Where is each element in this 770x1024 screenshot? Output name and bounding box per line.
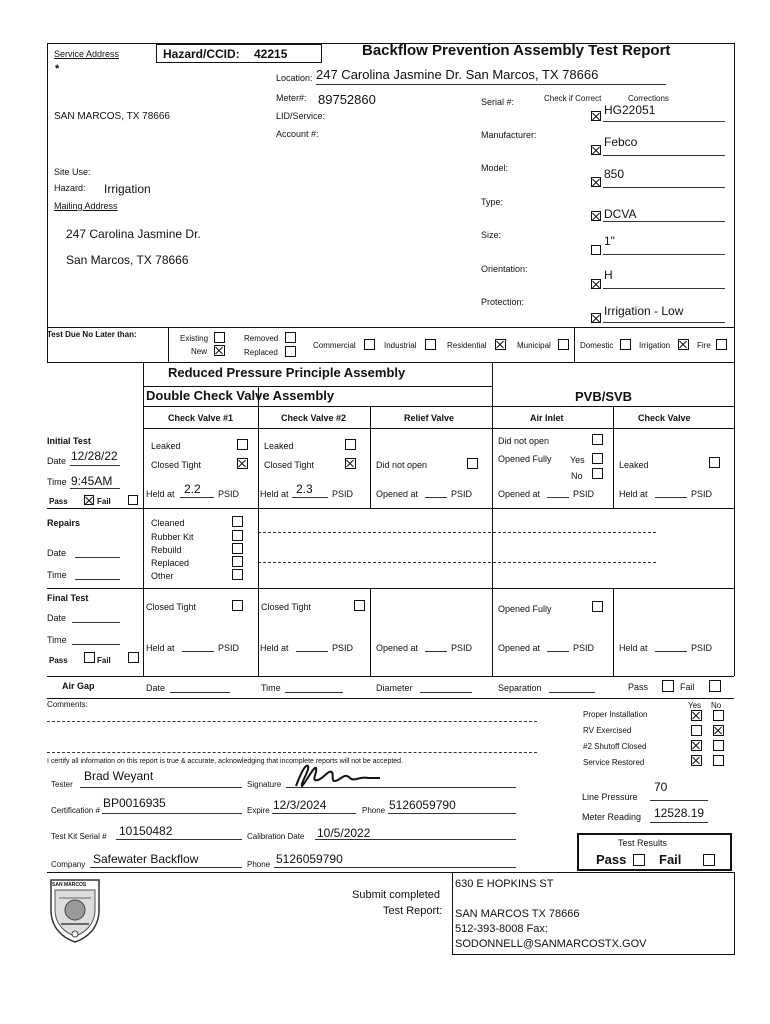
repair-replaced-checkbox[interactable] [232, 556, 243, 567]
manufacturer-value: Febco [604, 135, 638, 149]
repair-rebuild-checkbox[interactable] [232, 543, 243, 554]
test-kit-serial-label: Test Kit Serial # [51, 832, 107, 841]
air-psid-unit: PSID [573, 489, 595, 499]
final-cv1-closed-tight-checkbox[interactable] [232, 600, 243, 611]
air-gap-diameter-label: Diameter [376, 683, 413, 693]
account-label: Account #: [276, 129, 319, 139]
industrial-checkbox[interactable] [425, 339, 436, 350]
air-gap-date-label: Date [146, 683, 166, 693]
expire-value: 12/3/2024 [273, 798, 327, 812]
manufacturer-label: Manufacturer: [481, 130, 537, 140]
removed-label: Removed [244, 334, 279, 343]
final-test-label: Final Test [47, 593, 89, 603]
meter-reading-label: Meter Reading [582, 812, 642, 822]
new-checkbox[interactable] [214, 345, 225, 356]
repair-cleaned-checkbox[interactable] [232, 516, 243, 527]
serial-label: Serial #: [481, 97, 515, 107]
company-phone-label: Phone [247, 860, 271, 869]
final-relief-psid-unit: PSID [451, 643, 473, 653]
air-no-label: No [571, 471, 583, 481]
model-label: Model: [481, 163, 509, 173]
fire-checkbox[interactable] [716, 339, 727, 350]
hazard2-label: Hazard: [54, 183, 86, 193]
air-opened-at-label: Opened at [498, 489, 541, 499]
seal-text: SAN MARCOS [52, 882, 87, 888]
final-cv2-closed-tight-checkbox[interactable] [354, 600, 365, 611]
final-cv2-held-at-label: Held at [260, 643, 289, 653]
mailing-line1: 247 Carolina Jasmine Dr. [66, 227, 201, 241]
service-city: SAN MARCOS, TX 78666 [54, 111, 170, 122]
meter-value: 89752860 [318, 92, 376, 107]
repair-replaced-label: Replaced [151, 558, 190, 568]
report-title: Backflow Prevention Assembly Test Report [362, 42, 671, 59]
final-pass-checkbox[interactable] [84, 652, 95, 663]
fire-label: Fire [697, 341, 711, 350]
final-air-opened-fully-checkbox[interactable] [592, 601, 603, 612]
initial-pass-label: Pass [49, 497, 68, 506]
air-no-checkbox[interactable] [592, 468, 603, 479]
municipal-label: Municipal [517, 341, 551, 350]
cv1-closed-tight-label: Closed Tight [151, 460, 202, 470]
type-label: Type: [481, 197, 504, 207]
tester-value: Brad Weyant [84, 769, 154, 783]
initial-time-label: Time [47, 477, 67, 487]
initial-pass-checkbox[interactable] [84, 495, 94, 505]
col-air-inlet: Air Inlet [530, 413, 564, 423]
final-air-psid-unit: PSID [573, 643, 595, 653]
cv2-closed-tight-label: Closed Tight [264, 460, 315, 470]
checks-no-header: No [711, 701, 722, 710]
expire-label: Expire [247, 806, 270, 815]
final-date-label: Date [47, 613, 67, 623]
mailing-line2: San Marcos, TX 78666 [66, 253, 189, 267]
manufacturer-correct-checkbox[interactable] [591, 145, 601, 155]
orientation-correct-checkbox[interactable] [591, 279, 601, 289]
test-kit-serial-value: 10150482 [119, 824, 173, 838]
cv1-leaked-label: Leaked [151, 441, 181, 451]
relief-psid-unit: PSID [451, 489, 473, 499]
proper-installation-no-checkbox[interactable] [713, 710, 724, 721]
col-check-valve-2: Check Valve #2 [281, 413, 347, 423]
air-gap-pass-checkbox[interactable] [662, 680, 674, 692]
form-left-border [47, 43, 48, 327]
air-gap-pass-label: Pass [628, 682, 649, 692]
meter-reading-value: 12528.19 [654, 806, 705, 820]
initial-date-label: Date [47, 456, 67, 466]
pvb-cv-held-at-label: Held at [619, 489, 648, 499]
replaced-checkbox[interactable] [285, 346, 296, 357]
new-label: New [191, 347, 208, 356]
line-pressure-label: Line Pressure [582, 792, 638, 802]
municipal-checkbox[interactable] [558, 339, 569, 350]
repairs-time-label: Time [47, 570, 67, 580]
cv1-held-at-label: Held at [146, 489, 175, 499]
hazard-label: Hazard/CCID: [163, 47, 240, 61]
initial-fail-label: Fail [97, 497, 111, 506]
cv2-psid-unit: PSID [332, 489, 354, 499]
replaced-label: Replaced [244, 348, 278, 357]
rpa-heading: Reduced Pressure Principle Assembly [168, 365, 406, 380]
checks-yes-header: Yes [688, 701, 702, 710]
cv1-leaked-checkbox[interactable] [237, 439, 248, 450]
protection-value: Irrigation - Low [604, 304, 684, 318]
irrigation-label: Irrigation [639, 341, 671, 350]
certification-value: BP0016935 [103, 796, 166, 810]
calibration-date-value: 10/5/2022 [317, 826, 371, 840]
submit-address-line3: 512-393-8008 Fax: [455, 923, 548, 935]
serial-correct-checkbox[interactable] [591, 111, 601, 121]
model-correct-checkbox[interactable] [591, 177, 601, 187]
hazard2-value: Irrigation [104, 182, 151, 196]
col-check-valve: Check Valve [638, 413, 691, 423]
air-did-not-open-label: Did not open [498, 436, 550, 446]
test-due-label: Test Due No Later than: [47, 330, 137, 339]
domestic-checkbox[interactable] [620, 339, 631, 350]
hazard-value: 42215 [254, 47, 288, 61]
domestic-label: Domestic [580, 341, 614, 350]
existing-label: Existing [180, 334, 209, 343]
company-phone-value: 5126059790 [276, 852, 343, 866]
initial-test-label: Initial Test [47, 436, 91, 446]
type-value: DCVA [604, 207, 637, 221]
air-opened-fully-label: Opened Fully [498, 454, 552, 464]
rv-exercised-label: RV Exercised [583, 726, 632, 735]
protection-label: Protection: [481, 297, 525, 307]
submit-email[interactable]: SODONNELL@SANMARCOSTX.GOV [455, 938, 647, 950]
shutoff-closed-no-checkbox[interactable] [713, 740, 724, 751]
final-air-opened-at-label: Opened at [498, 643, 541, 653]
company-label: Company [51, 860, 86, 869]
cv2-closed-tight-checkbox[interactable] [345, 458, 356, 469]
line-pressure-value: 70 [654, 780, 668, 794]
results-fail-checkbox[interactable] [703, 854, 715, 866]
size-value: 1" [604, 234, 615, 248]
pvb-cv-psid-unit: PSID [691, 489, 713, 499]
industrial-label: Industrial [384, 341, 417, 350]
air-gap-label: Air Gap [62, 681, 95, 691]
col-check-valve-1: Check Valve #1 [168, 413, 234, 423]
final-pvb-held-at-label: Held at [619, 643, 648, 653]
results-pass-label: Pass [596, 852, 627, 867]
dcva-heading: Double Check Valve Assembly [146, 388, 335, 403]
residential-label: Residential [447, 341, 487, 350]
submit-address-line1: 630 E HOPKINS ST [455, 878, 554, 890]
certify-statement: I certify all information on this report is true & accurate, acknowledging that incomplete reports will not be accepted. [47, 758, 404, 765]
cv1-psid-unit: PSID [218, 489, 240, 499]
repair-rebuild-label: Rebuild [151, 545, 182, 555]
orientation-label: Orientation: [481, 264, 528, 274]
cv2-leaked-label: Leaked [264, 441, 294, 451]
site-use-label: Site Use: [54, 167, 91, 177]
shutoff-closed-label: #2 Shutoff Closed [583, 742, 647, 751]
repair-other-checkbox[interactable] [232, 569, 243, 580]
rv-exercised-no-checkbox[interactable] [713, 725, 724, 736]
air-did-not-open-checkbox[interactable] [592, 434, 603, 445]
repair-rubber-kit-checkbox[interactable] [232, 530, 243, 541]
orientation-value: H [604, 268, 613, 282]
final-fail-checkbox[interactable] [128, 652, 139, 663]
service-restored-label: Service Restored [583, 758, 645, 767]
residential-checkbox[interactable] [495, 339, 506, 350]
initial-date-value: 12/28/22 [71, 449, 118, 463]
repairs-label: Repairs [47, 518, 81, 528]
final-cv1-psid-unit: PSID [218, 643, 240, 653]
pvb-heading: PVB/SVB [575, 389, 633, 404]
cv2-held-at-label: Held at [260, 489, 289, 499]
proper-installation-label: Proper Installation [583, 710, 648, 719]
final-relief-opened-at-label: Opened at [376, 643, 419, 653]
submit-line1: Submit completed [352, 889, 441, 901]
lid-service-label: LID/Service: [276, 111, 326, 121]
service-restored-no-checkbox[interactable] [713, 755, 724, 766]
size-correct-checkbox[interactable] [591, 245, 601, 255]
phone-value: 5126059790 [389, 798, 456, 812]
cv1-psid-value: 2.2 [184, 482, 201, 496]
removed-checkbox[interactable] [285, 332, 296, 343]
initial-fail-checkbox[interactable] [128, 495, 138, 505]
final-pass-label: Pass [49, 656, 68, 665]
col-relief-valve: Relief Valve [404, 413, 455, 423]
signature-label: Signature [247, 780, 282, 789]
form-right-border [734, 43, 735, 327]
calibration-date-label: Calibration Date [247, 832, 305, 841]
final-cv2-closed-tight-label: Closed Tight [261, 602, 312, 612]
relief-did-not-open-label: Did not open [376, 460, 428, 470]
company-value: Safewater Backflow [93, 852, 199, 866]
comments-label: Comments: [47, 700, 88, 709]
size-label: Size: [481, 230, 502, 240]
pvb-cv-leaked-label: Leaked [619, 460, 649, 470]
cv2-leaked-checkbox[interactable] [345, 439, 356, 450]
mailing-address-label: Mailing Address [54, 201, 118, 211]
repairs-date-label: Date [47, 548, 67, 558]
corrections-label: Corrections [628, 94, 669, 103]
service-restored-yes-checkbox[interactable] [691, 755, 702, 766]
air-yes-label: Yes [570, 455, 585, 465]
commercial-checkbox[interactable] [364, 339, 375, 350]
commercial-label: Commercial [313, 341, 356, 350]
irrigation-checkbox[interactable] [678, 339, 689, 350]
relief-opened-at-label: Opened at [376, 489, 419, 499]
final-fail-label: Fail [97, 656, 111, 665]
initial-time-value: 9:45AM [71, 474, 113, 488]
air-gap-separation-label: Separation [498, 683, 542, 693]
proper-installation-yes-checkbox[interactable] [691, 710, 702, 721]
protection-correct-checkbox[interactable] [591, 313, 601, 323]
tester-label: Tester [51, 780, 73, 789]
location-label: Location: [276, 73, 313, 83]
results-fail-label: Fail [659, 852, 682, 867]
meter-label: Meter#: [276, 93, 307, 103]
model-value: 850 [604, 167, 625, 181]
air-gap-fail-label: Fail [680, 682, 695, 692]
phone-label: Phone [362, 806, 386, 815]
repair-cleaned-label: Cleaned [151, 518, 185, 528]
repair-other-label: Other [151, 571, 174, 581]
final-cv2-psid-unit: PSID [332, 643, 354, 653]
cv2-psid-value: 2.3 [296, 482, 313, 496]
final-air-opened-fully-label: Opened Fully [498, 604, 552, 614]
repair-rubber-kit-label: Rubber Kit [151, 532, 194, 542]
air-yes-checkbox[interactable] [592, 453, 603, 464]
service-address-label: Service Address [54, 49, 120, 59]
serial-value: HG22051 [604, 103, 656, 117]
cv1-closed-tight-checkbox[interactable] [237, 458, 248, 469]
air-gap-time-label: Time [261, 683, 281, 693]
final-cv1-held-at-label: Held at [146, 643, 175, 653]
air-gap-fail-checkbox[interactable] [709, 680, 721, 692]
final-pvb-psid-unit: PSID [691, 643, 713, 653]
existing-checkbox[interactable] [214, 332, 225, 343]
location-value: 247 Carolina Jasmine Dr. San Marcos, TX 78666 [316, 67, 599, 82]
shutoff-closed-yes-checkbox[interactable] [691, 740, 702, 751]
type-correct-checkbox[interactable] [591, 211, 601, 221]
results-pass-checkbox[interactable] [633, 854, 645, 866]
pvb-cv-leaked-checkbox[interactable] [709, 457, 720, 468]
submit-line2: Test Report: [383, 905, 443, 917]
certification-label: Certification # [51, 806, 100, 815]
service-address-value: * [55, 63, 60, 75]
check-if-correct-label: Check if Correct [544, 94, 602, 103]
rv-exercised-yes-checkbox[interactable] [691, 725, 702, 736]
final-cv1-closed-tight-label: Closed Tight [146, 602, 197, 612]
relief-did-not-open-checkbox[interactable] [467, 458, 478, 469]
final-time-label: Time [47, 635, 67, 645]
test-results-label: Test Results [618, 838, 668, 848]
submit-address-line2: SAN MARCOS TX 78666 [455, 908, 580, 920]
